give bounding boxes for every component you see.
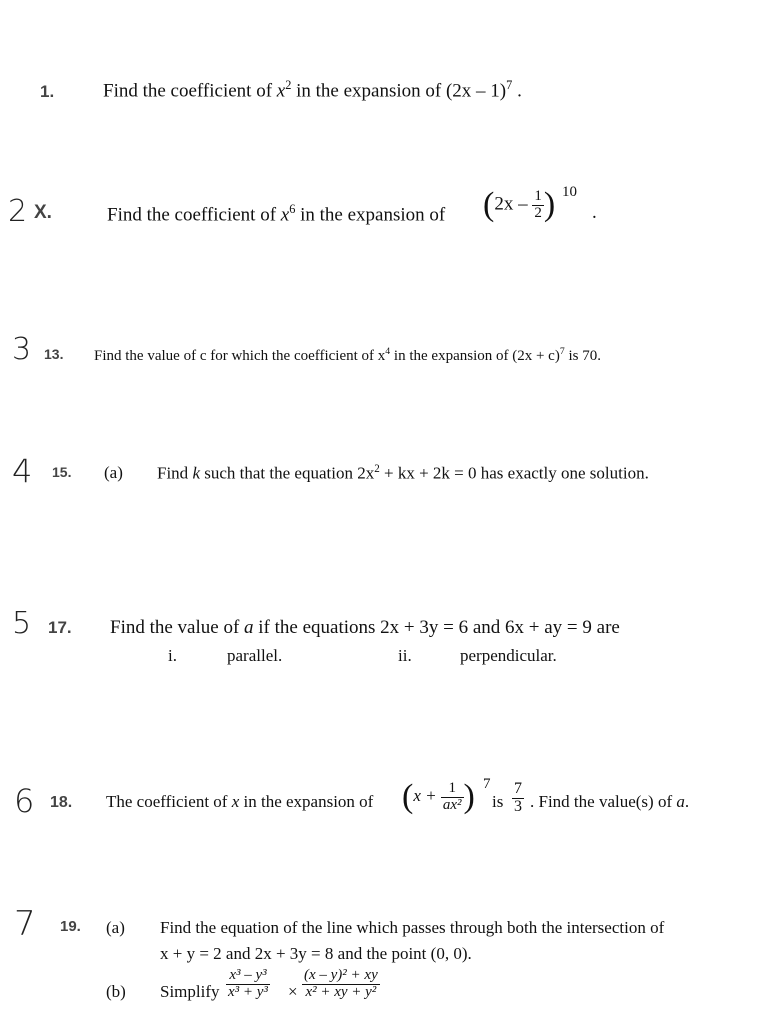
question-text-end: . Find the value(s) of a. bbox=[530, 792, 690, 811]
part-label: (a) bbox=[104, 463, 123, 482]
is-word: is bbox=[492, 792, 504, 811]
binomial-expression: (2x – $\frac{1}{2}$ ) bbox=[483, 186, 556, 223]
sub-text: parallel. bbox=[227, 646, 283, 665]
question-text: Find the value of c for which the coefficient of $x^4$ in the expansion of $(2x + c)^7$ is 70. bbox=[94, 346, 601, 364]
question-number: X. bbox=[34, 202, 52, 223]
times-sign: × bbox=[288, 982, 298, 1001]
question-text: Find the value of a if the equations 2x + 3y = 6 and 6x + ay = 9 are bbox=[110, 617, 620, 638]
question-text: Find k such that the equation $2x^2$ + kx + 2k = 0 has exactly one solution. bbox=[157, 463, 649, 483]
sub-text: perpendicular. bbox=[460, 646, 557, 665]
question-number: 18. bbox=[50, 794, 73, 811]
handwritten-number: 2 bbox=[8, 194, 28, 229]
period: . bbox=[592, 202, 597, 223]
binomial-exponent: 7 bbox=[483, 776, 491, 792]
handwritten-number: 6 bbox=[14, 782, 35, 820]
question-number: 13. bbox=[44, 346, 64, 362]
question-text: Find the coefficient of $x^6$ in the expansion of bbox=[107, 202, 446, 226]
fraction-1: $\frac{\text{x³ – y³}}{\text{x³ + y³}}$ bbox=[228, 967, 268, 1000]
question-number: 19. bbox=[60, 918, 81, 935]
binomial-exponent: 10 bbox=[562, 184, 577, 200]
simplify-word: Simplify bbox=[160, 982, 220, 1001]
question-text: Find the coefficient of $x^2$ in the expansion of (2x – 1)$^7$ . bbox=[103, 78, 522, 102]
question-number: 15. bbox=[52, 464, 72, 480]
question-number: 17. bbox=[48, 618, 72, 637]
question-number: 1. bbox=[40, 82, 55, 101]
part-a-line-1: Find the equation of the line which passes through both the intersection of bbox=[160, 918, 665, 937]
sub-label: ii. bbox=[398, 646, 412, 665]
handwritten-number: 3 bbox=[12, 332, 32, 367]
part-a-line-2: x + y = 2 and 2x + 3y = 8 and the point (0, 0). bbox=[160, 944, 472, 963]
handwritten-number: 5 bbox=[12, 606, 32, 641]
part-label: (a) bbox=[106, 918, 125, 937]
handwritten-number: 7 bbox=[14, 904, 36, 944]
part-label: (b) bbox=[106, 982, 126, 1001]
value-fraction: $\frac{7}{3}$ bbox=[514, 780, 522, 815]
handwritten-number: 4 bbox=[12, 452, 33, 490]
sub-label: i. bbox=[168, 646, 177, 665]
binomial-expression: (x + $\frac{1}{\text{ax²}}$ ) bbox=[402, 778, 475, 815]
question-text: The coefficient of x in the expansion of bbox=[106, 792, 374, 811]
fraction-2: $\frac{\text{(x – y)² + xy}}{\text{x² + xy + y²}}$ bbox=[304, 967, 378, 1000]
